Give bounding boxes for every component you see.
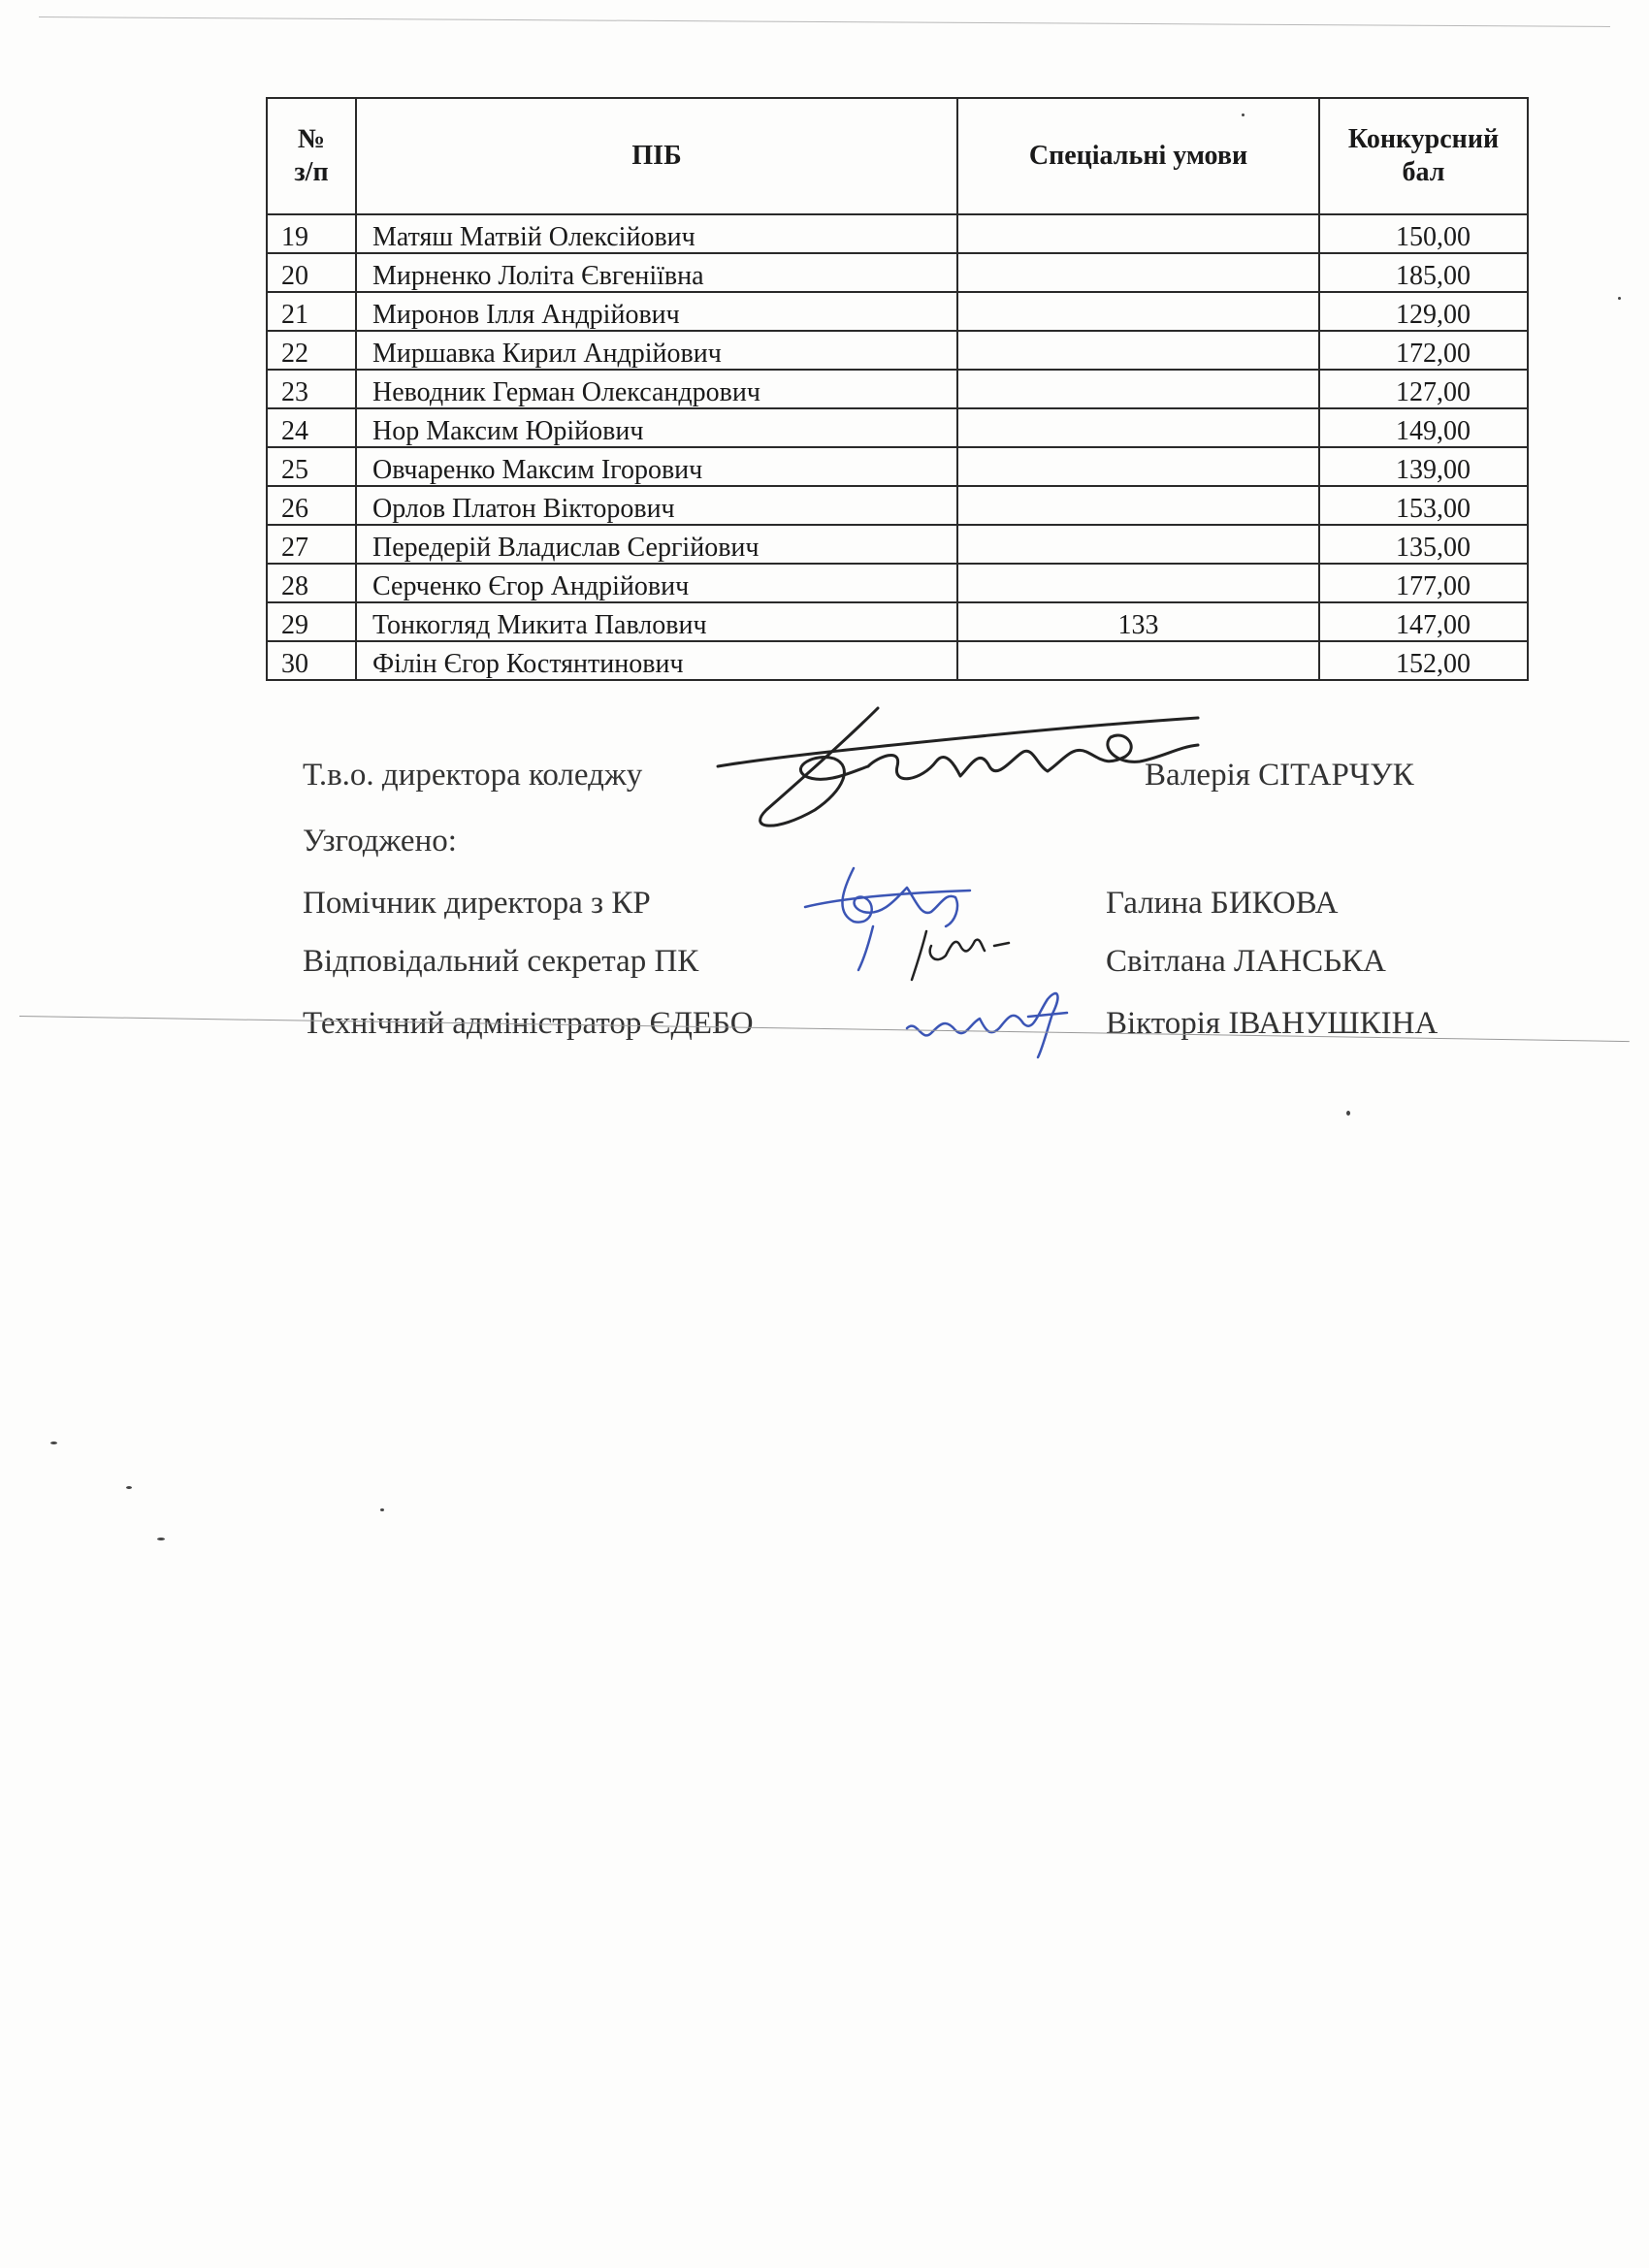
row-score: 149,00	[1319, 408, 1528, 447]
scan-speck	[50, 1442, 57, 1444]
row-score: 135,00	[1319, 525, 1528, 564]
row-score: 172,00	[1319, 331, 1528, 370]
scan-speck	[1618, 297, 1621, 300]
row-number: 30	[267, 641, 356, 680]
row-name: Тонкогляд Микита Павлович	[356, 602, 957, 641]
row-score: 185,00	[1319, 253, 1528, 292]
scan-speck	[380, 1508, 384, 1511]
header-special-conditions: Спеціальні умови	[957, 98, 1319, 214]
row-score: 139,00	[1319, 447, 1528, 486]
agreed-label: Узгоджено:	[303, 824, 457, 859]
secretary-title: Відповідальний секретар ПК	[303, 944, 699, 979]
secretary-name: Світлана ЛАНСЬКА	[1106, 944, 1386, 979]
row-number: 20	[267, 253, 356, 292]
assistant-name: Галина БИКОВА	[1106, 886, 1339, 921]
row-name: Нор Максим Юрійович	[356, 408, 957, 447]
row-score: 177,00	[1319, 564, 1528, 602]
director-signature-image	[718, 708, 1198, 826]
signature-block	[0, 0, 1649, 1067]
row-name: Передерій Владислав Сергійович	[356, 525, 957, 564]
header-score: Конкурсний бал	[1319, 98, 1528, 214]
row-number: 25	[267, 447, 356, 486]
row-number: 23	[267, 370, 356, 408]
secretary-signature-image	[912, 931, 1009, 980]
row-score: 152,00	[1319, 641, 1528, 680]
row-name: Миронов Ілля Андрійович	[356, 292, 957, 331]
row-special-conditions: 133	[957, 602, 1319, 641]
row-name: Матяш Матвій Олексійович	[356, 214, 957, 253]
scan-speck	[157, 1538, 165, 1540]
row-number: 21	[267, 292, 356, 331]
row-score: 127,00	[1319, 370, 1528, 408]
row-name: Неводник Герман Олександрович	[356, 370, 957, 408]
admin-name: Вікторія ІВАНУШКІНА	[1106, 1006, 1439, 1041]
scan-speck	[1346, 1111, 1350, 1116]
assistant-title: Помічник директора з КР	[303, 886, 651, 921]
header-number: № з/п	[267, 98, 356, 214]
handwritten-signatures	[0, 0, 1649, 1067]
row-score: 150,00	[1319, 214, 1528, 253]
row-number: 22	[267, 331, 356, 370]
row-name: Мирненко Лоліта Євгеніївна	[356, 253, 957, 292]
row-name: Філін Єгор Костянтинович	[356, 641, 957, 680]
row-number: 28	[267, 564, 356, 602]
row-number: 27	[267, 525, 356, 564]
row-number: 26	[267, 486, 356, 525]
director-title: Т.в.о. директора коледжу	[303, 758, 643, 793]
row-score: 129,00	[1319, 292, 1528, 331]
row-score: 147,00	[1319, 602, 1528, 641]
row-number: 29	[267, 602, 356, 641]
header-name: ПІБ	[356, 98, 957, 214]
row-score: 153,00	[1319, 486, 1528, 525]
admin-title: Технічний адміністратор ЄДЕБО	[303, 1006, 754, 1041]
director-name: Валерія СІТАРЧУК	[1145, 758, 1414, 793]
row-name: Миршавка Кирил Андрійович	[356, 331, 957, 370]
row-number: 24	[267, 408, 356, 447]
admin-signature-image	[907, 993, 1067, 1057]
scan-speck	[1242, 113, 1245, 116]
row-number: 19	[267, 214, 356, 253]
scan-speck	[126, 1486, 132, 1489]
row-name: Орлов Платон Вікторович	[356, 486, 957, 525]
row-name: Серченко Єгор Андрійович	[356, 564, 957, 602]
row-name: Овчаренко Максим Ігорович	[356, 447, 957, 486]
